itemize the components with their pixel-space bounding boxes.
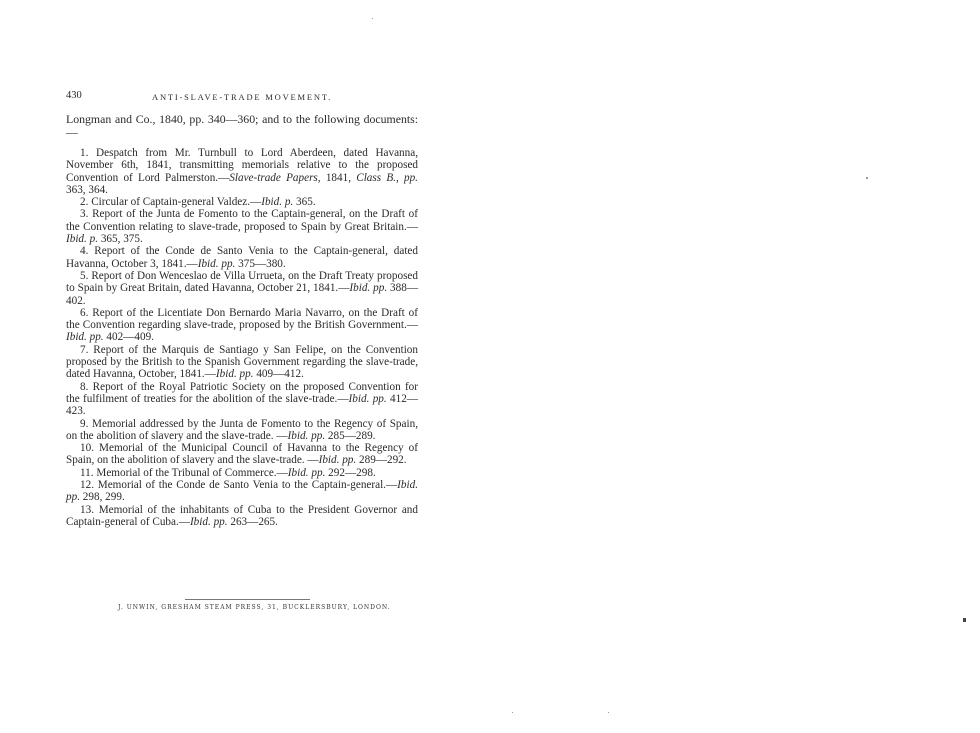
entry-reference: Ibid. pp. (66, 331, 104, 344)
entry-reference: Slave-trade Papers (229, 171, 318, 184)
entry-reference: Ibid. pp. (197, 257, 236, 270)
entry-text: 13. Memorial of the inhabitants of Cuba to the President Governor and Captain-general of Cuba.— (66, 503, 418, 528)
entry-text: 388—402. (66, 282, 418, 307)
entry-reference: Ibid. pp. (349, 282, 388, 295)
imprint-rule (185, 599, 310, 600)
entry-reference: Class B., pp. (356, 171, 418, 184)
printer-imprint: J. UNWIN, GRESHAM STEAM PRESS, 31, BUCKLERSBURY, LONDON. (118, 604, 391, 611)
document-entry (66, 479, 418, 504)
entry-reference: Ibid. pp. (318, 454, 357, 467)
entry-text: 285—289. (325, 429, 376, 442)
scan-speck (963, 618, 966, 622)
entry-text: 7. Report of the Marquis de Santiago y San Felipe, on the Convention proposed by the British to the Spanish Government regarding the slave-trade, dated Havanna, October, 1841.— (66, 343, 418, 381)
document-page (66, 90, 418, 528)
entry-text: 402—409. (103, 331, 154, 344)
entry-reference: Ibid. pp. (287, 429, 326, 442)
running-title: ANTI-SLAVE-TRADE MOVEMENT. (152, 92, 333, 102)
entry-text: 2. Circular of Captain-general Valdez.— (80, 196, 262, 209)
page-header (66, 90, 418, 104)
document-entry (66, 381, 418, 418)
entry-text: 263—265. (227, 515, 278, 528)
entry-reference: Ibid. p. (66, 233, 99, 246)
entry-text: 365. (293, 196, 316, 209)
entry-text: , 1841, (317, 171, 357, 184)
entry-text: 3. Report of the Junta de Fomento to the Captain-general, on the Draft of the Convention relating to slave-trade, proposed to Spain by Great Britain.— (66, 208, 418, 233)
document-entry (66, 147, 418, 196)
entry-text: 289—292. (356, 454, 407, 467)
entry-text: 292—298. (325, 466, 376, 479)
scan-speck (866, 177, 868, 179)
document-entry (66, 442, 418, 467)
entry-text: 6. Report of the Licentiate Don Bernardo Maria Navarro, on the Draft of the Convention regarding slave-trade, proposed by the British Government.— (66, 306, 418, 332)
document-entry (66, 418, 418, 443)
document-entry (66, 307, 418, 344)
entry-text: 12. Memorial of the Conde de Santo Venia to the Captain-general.— (80, 479, 398, 492)
page-number: 430 (66, 90, 82, 101)
document-entry (66, 467, 418, 479)
entry-text: 298, 299. (79, 491, 125, 504)
entry-text: 1. Despatch from Mr. Turnbull to Lord Aberdeen, dated Havanna, November 6th, 1841, transmitting memorials relative to the proposed Convention of Lord Palmerston.— (66, 147, 418, 184)
entry-text: 409—412. (253, 368, 304, 381)
entry-reference: Ibid. p. (261, 196, 294, 209)
entry-text: 4. Report of the Conde de Santo Venia to the Captain-general, dated Havanna, October 3, 1841.— (66, 245, 418, 270)
entry-text: 412—423. (66, 392, 418, 418)
document-list (66, 147, 418, 528)
scan-speck (608, 712, 609, 713)
document-entry (66, 270, 418, 307)
entry-text: 9. Memorial addressed by the Junta de Fomento to the Regency of Spain, on the abolition of slavery and the slave-trade. — (66, 417, 418, 442)
entry-text: 8. Report of the Royal Patriotic Society on the proposed Convention for the fulfilment of treaties for the abolition of the slave-trade.— (66, 380, 418, 405)
scan-speck (372, 18, 373, 19)
entry-text: 5. Report of Don Wenceslao de Villa Urrueta, on the Draft Treaty proposed to Spain by Great Britain, dated Havanna, October 21, 1841.— (66, 269, 418, 295)
entry-reference: Ibid. pp. (189, 515, 228, 528)
document-entry (66, 196, 418, 208)
intro-paragraph: Longman and Co., 1840, pp. 340—360; and to the following documents:— (66, 112, 418, 139)
document-entry (66, 208, 418, 245)
entry-reference: Ibid. pp. (287, 466, 326, 479)
entry-reference: Ibid. pp. (66, 479, 418, 504)
scan-speck (512, 712, 513, 713)
document-entry (66, 344, 418, 381)
entry-reference: Ibid. pp. (348, 392, 387, 405)
entry-text: 375—380. (235, 257, 286, 270)
entry-text: 365, 375. (98, 233, 143, 246)
entry-text: 363, 364. (66, 183, 108, 196)
document-entry (66, 245, 418, 270)
entry-text: 10. Memorial of the Municipal Council of Havanna to the Regency of Spain, on the abolition of slavery and the slave-trade. — (66, 442, 418, 467)
document-entry (66, 504, 418, 529)
entry-text: 11. Memorial of the Tribunal of Commerce.— (80, 466, 288, 479)
entry-reference: Ibid. pp. (215, 368, 254, 381)
